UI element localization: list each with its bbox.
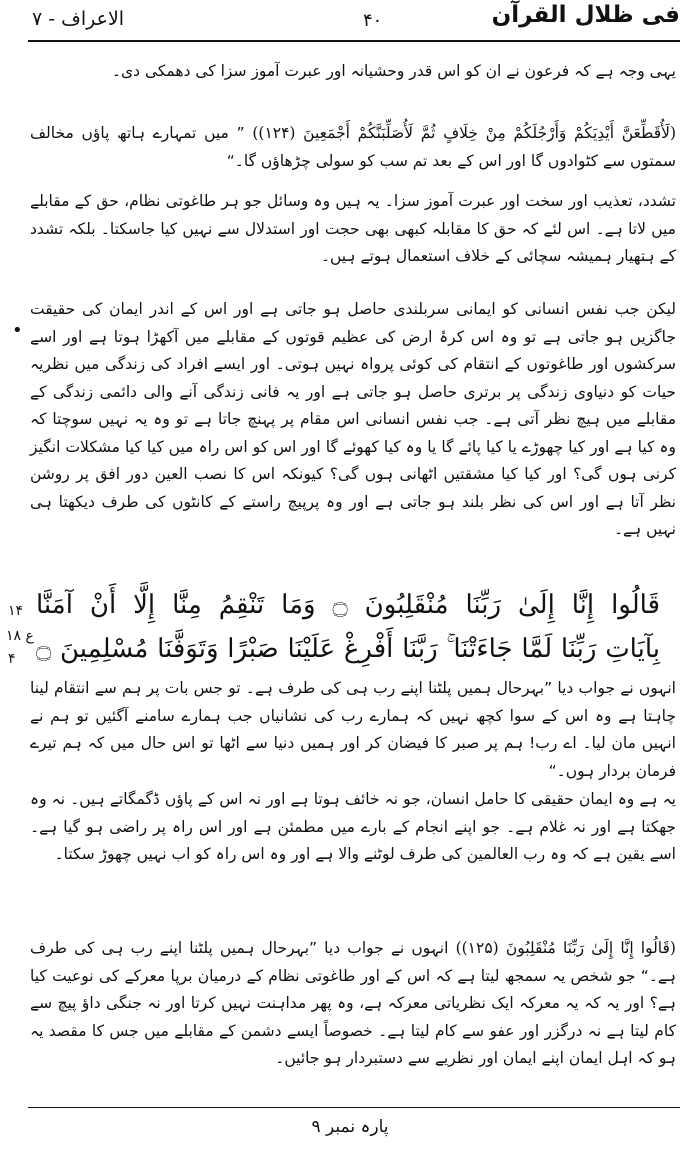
verse-translation: ” میں تمہارے ہاتھ پاؤں مخالف سمتوں سے کٹوادوں گا اور اس کے بعد تم سب کو سولی چڑھاؤں گا۔“ (30, 124, 676, 170)
paragraph-6: یہ ہے وہ ایمان حقیقی کا حامل انسان، جو نہ خائف ہوتا ہے اور نہ اس کے پاؤں ڈگمگاتے ہیں۔ نہ وہ جھکتا ہے اور نہ غلام ہے۔ جو اپنے انجام کے بارے میں مطمئن ہے اور اس راہ پر راضی ہو گیا ہے۔ اسے یقین ہے کہ وہ رب العالمین کی طرف لوٹنے والا ہے اور وہ اس راہ کو اب نہیں چھوڑ سکتا۔ (30, 790, 676, 863)
margin-number-bottom: ۴ (8, 651, 16, 667)
arabic-verse-inline-2: (قَالُوا إِنَّا إِلَىٰ رَبِّنَا مُنْقَلِبُونَ (۱۲۵)) (455, 939, 676, 957)
footer-rule (28, 1107, 680, 1108)
quran-verse-line-1: قَالُوا إِنَّا إِلَىٰ رَبِّنَا مُنْقَلِبُونَ ۝ وَمَا تَنْقِمُ مِنَّا إِلَّا أَنْ آمَنَّا (36, 590, 660, 620)
paragraph-5: انہوں نے جواب دیا ”بہرحال ہمیں پلٹنا اپنے رب ہی کی طرف ہے۔ تو جس بات پر ہم سے انتقام لینا چاہتا ہے وہ اس کے سوا کچھ نہیں کہ ہمارے رب کی نشانیاں جب ہمارے سامنے آگئیں تو ہم نے انہیں مان لیا۔ اے رب! ہم پر صبر کا فیضان کر اور ہمیں دنیا سے اٹھا تو اس حال میں کہ ہم تیرے فرمان بردار ہوں۔“ (30, 679, 676, 780)
para-number: پارہ نمبر ۹ (311, 1117, 389, 1137)
quran-verse-line-2: بِآيَاتِ رَبِّنَا لَمَّا جَاءَتْنَا ۚ رَبَّنَا أَفْرِغْ عَلَيْنَا صَبْرًا وَتَوَفَّنَا مُسْلِمِينَ ۝ (36, 634, 660, 664)
margin-number-top: ۱۴ (8, 603, 24, 619)
surah-name: الاعراف - ۷ (32, 8, 125, 30)
paragraph-4: لیکن جب نفس انسانی کو ایمانی سربلندی حاصل ہو جاتی ہے اور اس کے اندر ایمان کی حقیقت جاگزیں ہو جاتی ہے تو وہ اس کرۂ ارض کی عظیم قوتوں کے مقابلے میں آکھڑا ہوتا ہے اور اسے سرکشوں اور طاغوتوں کے انتقام کی کوئی پرواہ نہیں ہوتی۔ اور ایسے افراد کی زندگی میں نظریہ حیات کو دنیاوی زندگی پر برتری حاصل ہو جاتی ہے اور یہ فانی زندگی آنے والی دائمی زندگی کے مقابلے میں ہیچ نظر آتی ہے۔ جب نفس انسانی اس مقام پر پہنچ جاتا ہے تو وہ یہ نہیں سوچتا کہ وہ کیا ہے اور کیا چھوڑے یا کیا پائے گا یا وہ کیا کھوئے گا اور اس کو اس راہ میں کیا کیا مشکلات انگیز کرنی ہوں گی؟ اور کیا کیا مشقتیں اٹھانی ہوں گی؟ کیونکہ اس کا نصب العین دور افق پر روشن نظر آتا ہے اور اس کی نظر بلند ہو جاتی ہے اور وہ پرپیچ راستے کے کانٹوں کی طرف دیکھتا ہی نہیں ہے۔ (30, 300, 676, 538)
book-title: فی ظلال القرآن (491, 2, 680, 28)
paragraph-2 (30, 120, 676, 175)
arabic-verse-inline: (لَأُقَطِّعَنَّ أَيْدِيَكُمْ وَأَرْجُلَكُمْ مِنْ خِلَافٍ ثُمَّ لَأُصَلِّبَنَّكُمْ أَجْمَعِينَ (۱۲۴)) (252, 124, 677, 142)
page-number: ۴۰ (363, 10, 383, 31)
commentary-text: انہوں نے جواب دیا ”بہرحال ہمیں پلٹنا اپنے رب ہی کی طرف ہے۔“ جو شخص یہ سمجھ لیتا ہے کہ اس کے اور طاغوتی نظام کے درمیان برپا معرکے کی نوعیت کیا ہے؟ اور یہ کہ یہ معرکہ ایک نظریاتی معرکہ ہے، وہ پھر مداہنت نہیں کرتا اور نہ جنگی داؤ پیچ سے کام لیتا ہے نہ درگزر اور عفو سے کام لیتا ہے۔ خصوصاً ایسے دشمن کے مقابلے میں جس کا مقصد یہ ہو کہ اہل ایمان اپنے ایمان اور نظریے سے دستبردار ہو جائیں۔ (30, 939, 676, 1067)
paragraph-7 (30, 935, 676, 1073)
header-rule (28, 40, 680, 42)
paragraph-1: یہی وجہ ہے کہ فرعون نے ان کو اس قدر وحشیانہ اور عبرت آموز سزا کی دھمکی دی۔ (111, 62, 676, 80)
margin-dot: • (12, 320, 23, 341)
paragraph-3: تشدد، تعذیب اور سخت اور عبرت آموز سزا۔ یہ ہیں وہ وسائل جو ہر طاغوتی نظام، حق کے مقابلے میں لاتا ہے۔ اس لئے کہ حق کا مقابلہ کبھی بھی حجت اور استدلال سے نہیں کیا جاسکتا۔ بلکہ تشدد کے ہتھیار ہمیشہ سچائی کے خلاف استعمال ہوتے ہیں۔ (30, 192, 676, 265)
ruku-marker: ع ۱۸ (6, 628, 34, 644)
